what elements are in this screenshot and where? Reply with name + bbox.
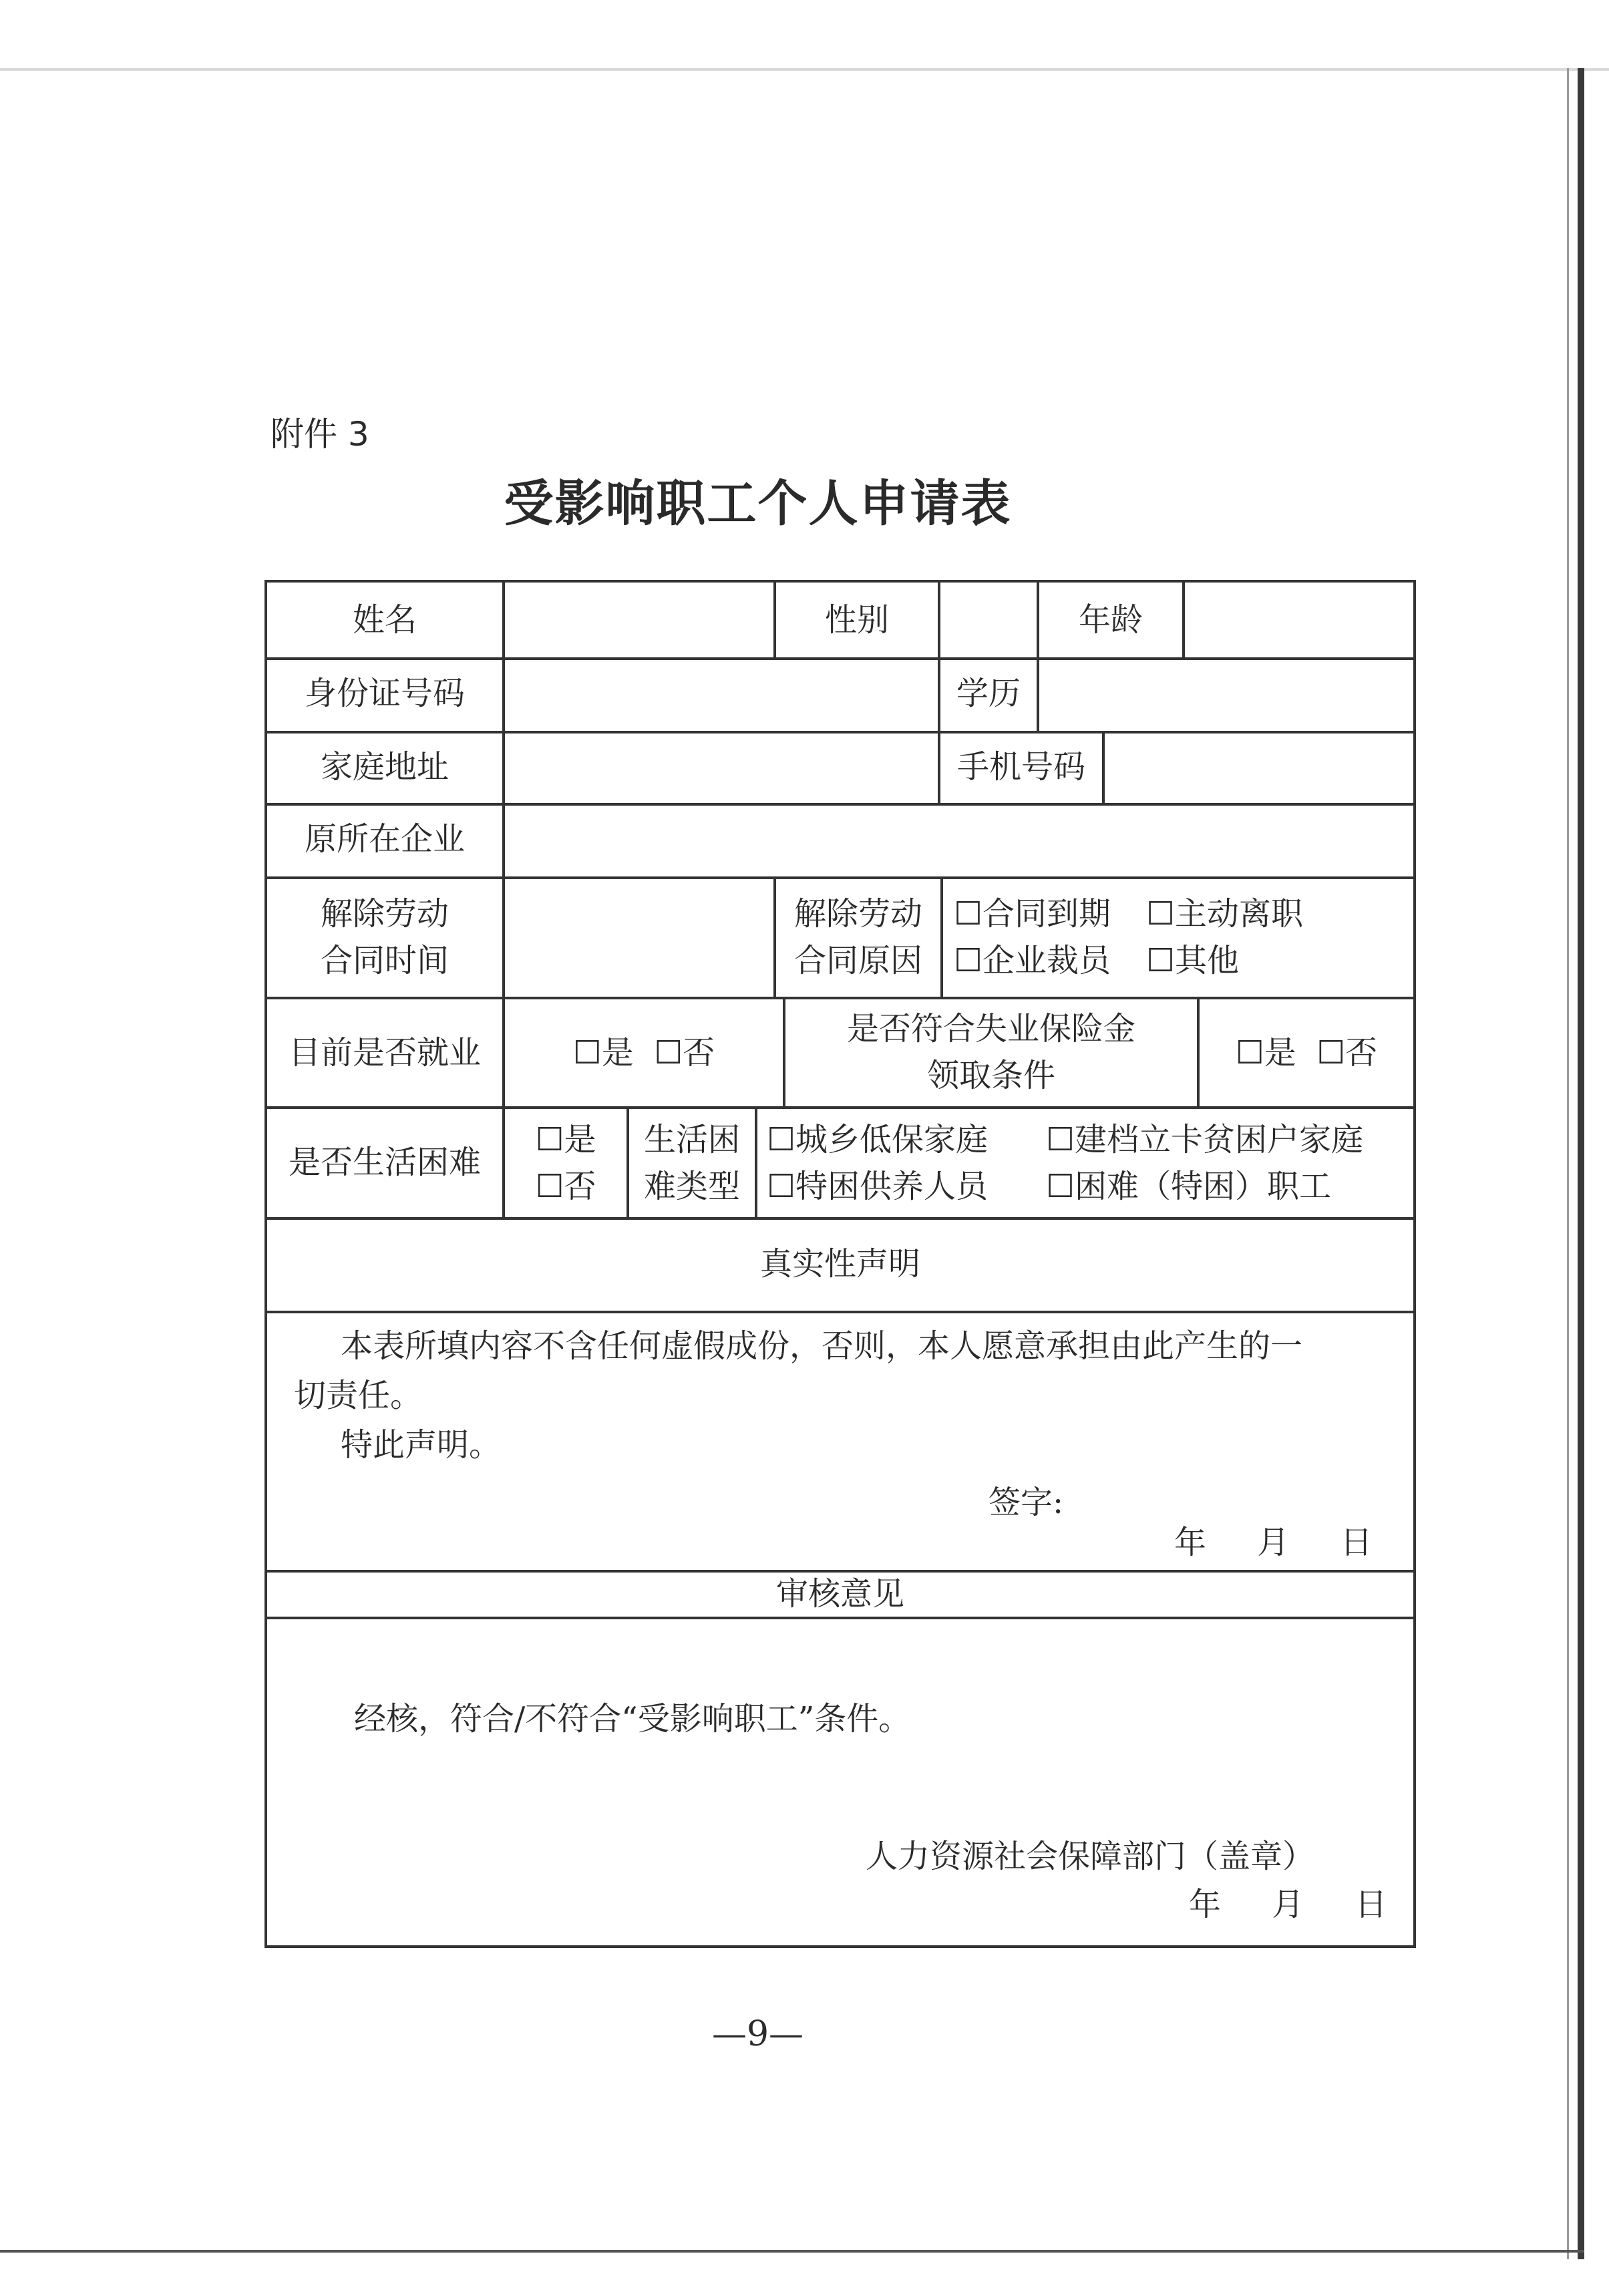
page-top-edge xyxy=(0,68,1609,71)
review-date: 年 月 日 xyxy=(1189,1886,1387,1923)
checkbox-hardship-yes[interactable]: ☐是 xyxy=(535,1121,596,1158)
unemployment-insurance-options[interactable]: ☐是 ☐否 xyxy=(1235,1034,1378,1072)
checkbox-contract-expired[interactable]: ☐合同到期 xyxy=(954,895,1111,933)
checkbox-company-layoff[interactable]: ☐企业裁员 xyxy=(954,942,1111,979)
checkbox-hardship-worker[interactable]: ☐困难（特困）职工 xyxy=(1046,1168,1332,1205)
name-label: 姓名 xyxy=(352,601,417,639)
column-divider xyxy=(1102,731,1105,804)
review-department-seal: 人力资源社会保障部门（盖章） xyxy=(866,1838,1315,1875)
home-address-label: 家庭地址 xyxy=(320,748,449,786)
page-right-edge-inner xyxy=(1567,68,1569,2259)
checkbox-registered-poor-household[interactable]: ☐建档立卡贫困户家庭 xyxy=(1046,1121,1364,1158)
unemployment-insurance-label-line2: 领取条件 xyxy=(926,1057,1055,1094)
row-divider xyxy=(267,1311,1413,1313)
declaration-text-line2: 切责任。 xyxy=(294,1377,423,1414)
declaration-date: 年 月 日 xyxy=(1174,1524,1373,1561)
row-divider xyxy=(267,803,1413,806)
column-divider xyxy=(940,876,943,998)
checkbox-hardship-no[interactable]: ☐否 xyxy=(535,1168,596,1205)
page-bottom-edge xyxy=(0,2250,1584,2253)
checkbox-special-support-person[interactable]: ☐特困供养人员 xyxy=(767,1168,989,1205)
declaration-heading: 真实性声明 xyxy=(759,1245,920,1283)
column-divider xyxy=(938,583,940,659)
row-divider xyxy=(267,1106,1413,1109)
education-label: 学历 xyxy=(956,675,1021,712)
gender-label: 性别 xyxy=(824,601,889,639)
checkbox-other-reason[interactable]: ☐其他 xyxy=(1146,942,1240,979)
checkbox-urban-rural-dibao[interactable]: ☐城乡低保家庭 xyxy=(767,1121,989,1158)
living-hardship-label: 是否生活困难 xyxy=(288,1144,481,1181)
age-label: 年龄 xyxy=(1078,601,1143,639)
hardship-type-label-line1: 生活困 xyxy=(643,1121,740,1158)
row-divider xyxy=(267,657,1413,660)
contract-end-time-label-line1: 解除劳动 xyxy=(320,895,449,933)
column-divider xyxy=(755,1106,757,1218)
form-title: 受影响职工个人申请表 xyxy=(504,475,1012,532)
declaration-text-line1: 本表所填内容不含任何虚假成份，否则，本人愿意承担由此产生的一 xyxy=(341,1327,1303,1365)
currently-employed-options[interactable]: ☐是 ☐否 xyxy=(572,1034,715,1072)
row-divider xyxy=(267,876,1413,879)
page-number: —9— xyxy=(711,2014,804,2054)
signature-label: 签字: xyxy=(989,1484,1064,1521)
attachment-label: 附件 3 xyxy=(271,415,369,454)
checkbox-voluntary-resignation[interactable]: ☐主动离职 xyxy=(1146,895,1304,933)
application-form-table xyxy=(264,580,1416,1948)
mobile-number-label: 手机号码 xyxy=(956,748,1085,786)
row-divider xyxy=(267,731,1413,733)
column-divider xyxy=(1037,657,1039,732)
unemployment-insurance-label-line1: 是否符合失业保险金 xyxy=(846,1010,1135,1047)
row-divider xyxy=(267,1617,1413,1619)
declaration-text-line3: 特此声明。 xyxy=(341,1426,502,1464)
row-divider xyxy=(267,1217,1413,1220)
id-number-label: 身份证号码 xyxy=(304,675,465,712)
review-text: 经核，符合/不符合“受影响职工”条件。 xyxy=(354,1700,911,1738)
review-heading: 审核意见 xyxy=(775,1575,904,1613)
contract-end-reason-label-line2: 合同原因 xyxy=(793,942,922,979)
column-divider xyxy=(1182,583,1185,659)
contract-end-reason-label-line1: 解除劳动 xyxy=(793,895,922,933)
page-right-edge xyxy=(1578,68,1584,2259)
currently-employed-label: 目前是否就业 xyxy=(288,1034,481,1072)
row-divider xyxy=(267,997,1413,999)
hardship-type-label-line2: 难类型 xyxy=(643,1168,740,1205)
contract-end-time-label-line2: 合同时间 xyxy=(320,942,449,979)
former-company-label: 原所在企业 xyxy=(304,820,465,858)
